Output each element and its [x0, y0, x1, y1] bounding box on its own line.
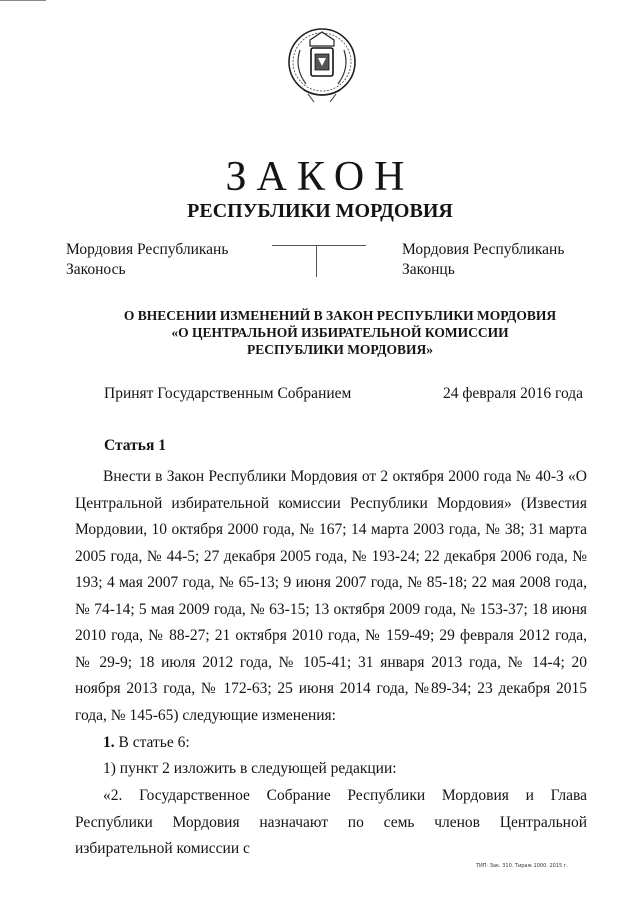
point-1-text: В статье 6:: [118, 734, 190, 751]
right-lang-block: [402, 240, 564, 280]
article-intro-paragraph: Внести в Закон Республики Мордовия от 2 октября 2000 года № 40-З «О Центральной избирательной комиссии Республики Мордовия» (Известия Мордовии, 10 октября 2000 года, № 167; 14 марта 2003 года, № 38; 31 марта 2005 года, № 44-5; 27 декабря 2005 года, № 193-24; 22 декабря 2006 года, № 193; 4 мая 2007 года, № 65-13; 9 июня 2007 года, № 85-18; 22 мая 2008 года, № 74-14; 5 мая 2009 года, № 63-15; 13 октября 2009 года, № 153-37; 18 июня 2010 года, № 88-27; 21 октября 2010 года, № 159-49; 29 февраля 2012 года, № 29-9; 18 июля 2012 года, № 105-41; 31 января 2013 года, № 14-4; 20 ноября 2013 года, № 172-63; 25 июня 2014 года, №89-34; 23 декабря 2015 года, № 145-65) следующие изменения:: [75, 468, 587, 724]
print-info: ТИП· Зак. 310. Тираж 1000. 2015 г.: [476, 863, 568, 869]
law-title: ЗАКОН: [225, 154, 415, 200]
article-heading: Статья 1: [104, 437, 166, 454]
page-corner-mark: [0, 0, 46, 1]
left-lang-block: [66, 240, 228, 280]
law-subtitle: РЕСПУБЛИКИ МОРДОВИЯ: [187, 200, 453, 222]
law-heading-line1: О ВНЕСЕНИИ ИЗМЕНЕНИЙ В ЗАКОН РЕСПУБЛИКИ МОРДОВИЯ: [123, 308, 557, 323]
quote-paragraph: «2. Государственное Собрание Республики Мордовия и Глава Республики Мордовия назначают по семь членов Центральной избирательной комиссии с: [75, 787, 587, 857]
coat-of-arms-icon: [284, 20, 360, 106]
subpoint-1: 1) пункт 2 изложить в следующей редакции:: [103, 760, 397, 777]
law-heading: [100, 307, 580, 358]
center-divider-horizontal: [272, 245, 366, 246]
adopted-date: 24 февраля 2016 года: [443, 385, 584, 402]
right-lang-line1: Мордовия Республикань: [402, 241, 565, 258]
point-1-number: 1.: [103, 734, 115, 751]
right-lang-line2: Законць: [402, 261, 455, 278]
law-heading-line3: РЕСПУБЛИКИ МОРДОВИЯ»: [246, 342, 434, 357]
left-lang-line2: Законось: [66, 261, 126, 278]
adopted-by: Принят Государственным Собранием: [104, 385, 352, 402]
law-heading-line2: «О ЦЕНТРАЛЬНОЙ ИЗБИРАТЕЛЬНОЙ КОМИССИИ: [171, 325, 509, 340]
point-1: [75, 730, 587, 757]
left-lang-line1: Мордовия Республикань: [66, 241, 229, 258]
center-divider-vertical: [316, 245, 317, 277]
